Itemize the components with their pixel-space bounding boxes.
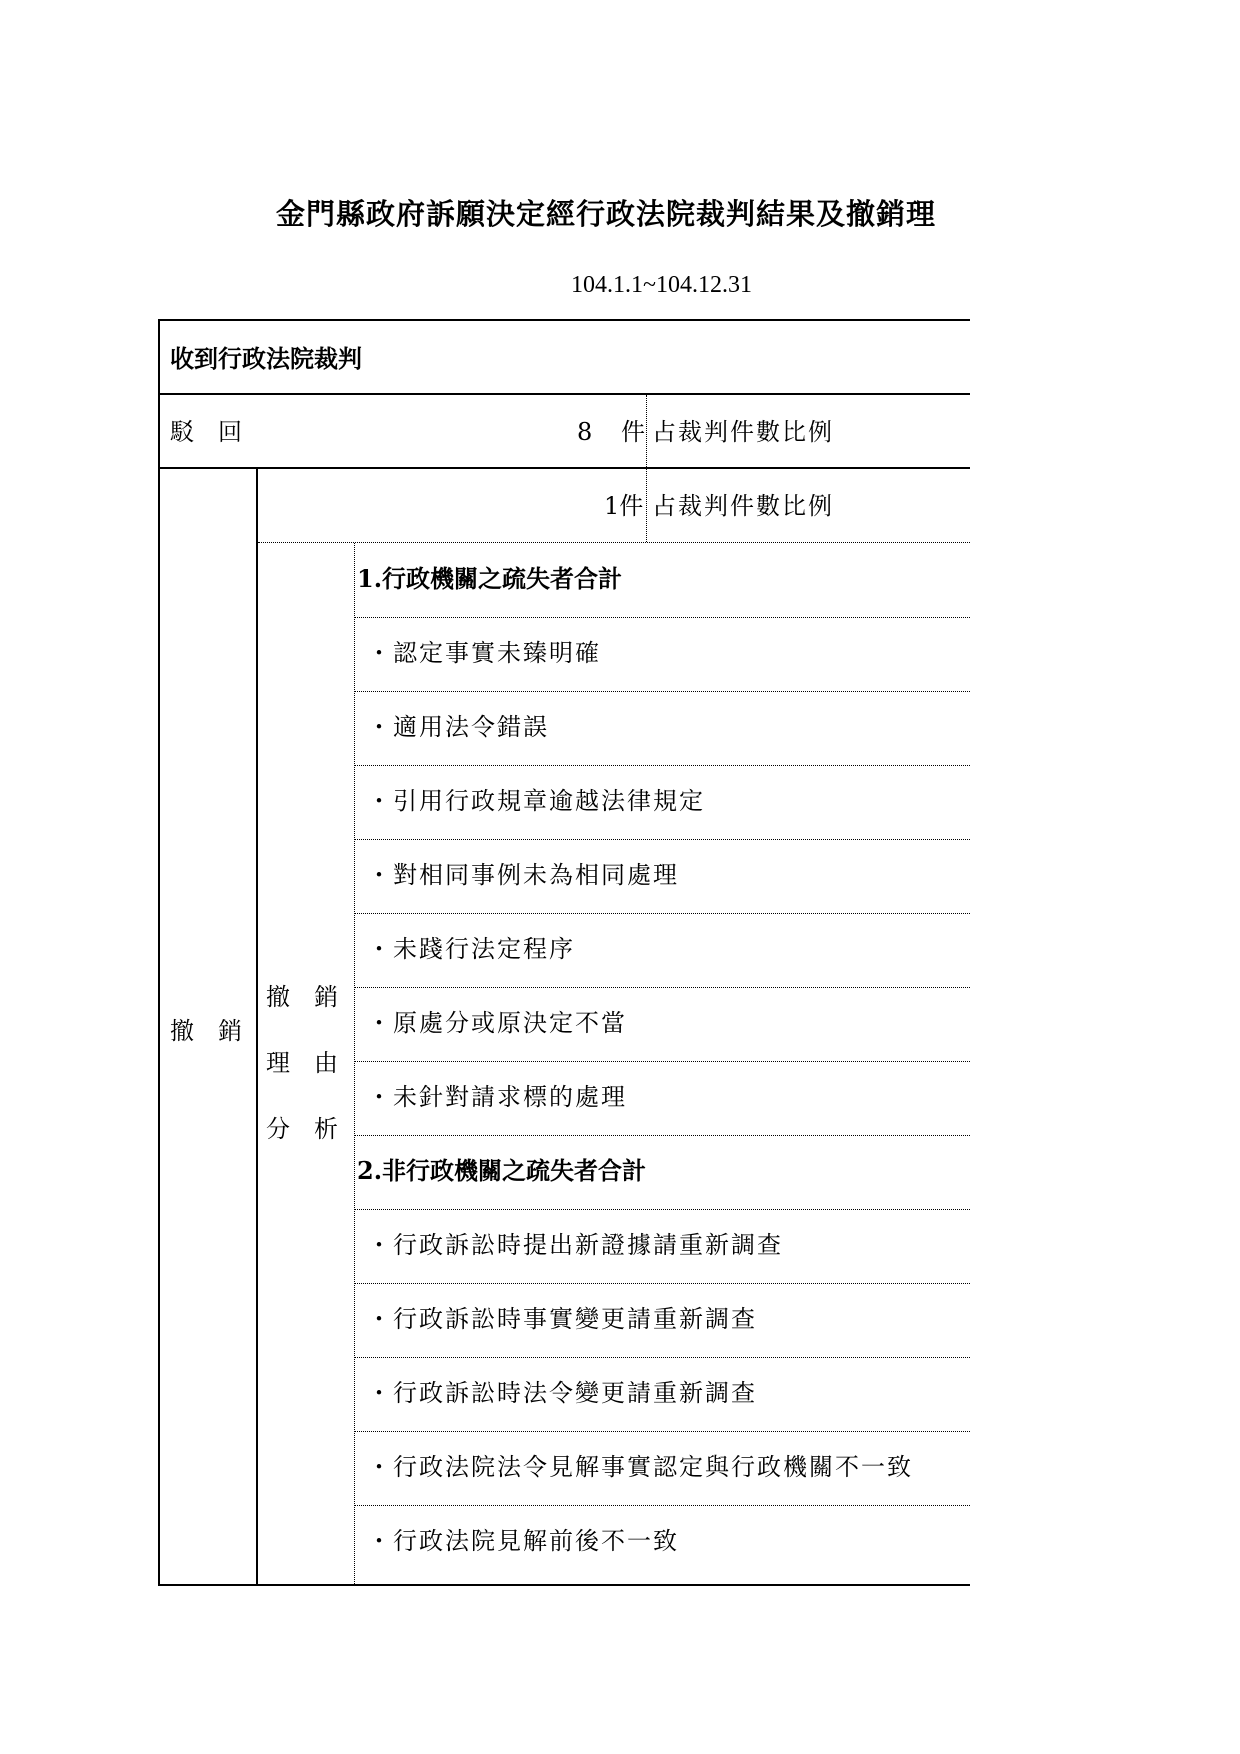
reason-item: ・引用行政規章逾越法律規定 bbox=[367, 787, 705, 815]
report-period: 104.1.1~104.12.31 bbox=[571, 272, 752, 298]
dismissed-unit: 件 bbox=[621, 418, 645, 446]
table-bottom-border bbox=[158, 1584, 970, 1586]
table-left-border bbox=[158, 319, 160, 1586]
row-divider bbox=[355, 987, 970, 988]
row-divider bbox=[355, 1431, 970, 1432]
dismissed-count: 8 bbox=[577, 418, 593, 446]
row-divider bbox=[355, 617, 970, 618]
row-divider bbox=[355, 1505, 970, 1506]
row-divider bbox=[355, 1357, 970, 1358]
row-divider bbox=[355, 1135, 970, 1136]
reason-item: ・認定事實未臻明確 bbox=[367, 639, 601, 667]
reason-group-total: 1.行政機關之疏失者合計 bbox=[357, 564, 623, 593]
row-divider bbox=[355, 1061, 970, 1062]
dismissed-label: 駁 回 bbox=[170, 418, 242, 446]
header-bottom-border bbox=[158, 393, 970, 395]
row-divider bbox=[355, 691, 970, 692]
dismissed-bottom-border bbox=[158, 467, 970, 469]
reason-group-total: 2.非行政機關之疏失者合計 bbox=[357, 1156, 647, 1185]
dismissed-ratio-label: 占裁判件數比例 bbox=[652, 418, 834, 446]
table-header: 收到行政法院裁判 bbox=[170, 344, 362, 373]
reason-item: ・行政訴訟時提出新證據請重新調查 bbox=[367, 1231, 783, 1259]
reason-item: ・行政訴訟時事實變更請重新調查 bbox=[367, 1305, 757, 1333]
reason-item: ・行政法院見解前後不一致 bbox=[367, 1527, 679, 1555]
revoked-label-divider bbox=[256, 467, 258, 1586]
dismissed-count-divider bbox=[646, 395, 647, 467]
reason-item: ・行政法院法令見解事實認定與行政機關不一致 bbox=[367, 1453, 913, 1481]
revoked-label: 撤 銷 bbox=[170, 1017, 242, 1045]
row-divider bbox=[355, 1283, 970, 1284]
reason-item: ・未踐行法定程序 bbox=[367, 935, 575, 963]
revoked-count-divider bbox=[646, 469, 647, 542]
row-divider bbox=[355, 765, 970, 766]
analysis-label-line-3: 分 析 bbox=[266, 1115, 338, 1143]
row-divider bbox=[355, 839, 970, 840]
reason-item: ・未針對請求標的處理 bbox=[367, 1083, 627, 1111]
analysis-label-divider bbox=[354, 543, 355, 1584]
analysis-label bbox=[266, 982, 338, 1144]
revoked-count: 1件 bbox=[604, 492, 644, 520]
analysis-label-line-1: 撤 銷 bbox=[266, 983, 338, 1011]
reason-item: ・行政訴訟時法令變更請重新調查 bbox=[367, 1379, 757, 1407]
table-top-border bbox=[158, 319, 970, 321]
reason-item: ・對相同事例未為相同處理 bbox=[367, 861, 679, 889]
revoked-count-bottom-line bbox=[258, 542, 970, 543]
reason-item: ・原處分或原決定不當 bbox=[367, 1009, 627, 1037]
row-divider bbox=[355, 913, 970, 914]
analysis-label-line-2: 理 由 bbox=[266, 1049, 338, 1077]
page-title: 金門縣政府訴願決定經行政法院裁判結果及撤銷理 bbox=[276, 197, 937, 231]
revoked-ratio-label: 占裁判件數比例 bbox=[652, 492, 834, 520]
reason-item: ・適用法令錯誤 bbox=[367, 713, 549, 741]
row-divider bbox=[355, 1209, 970, 1210]
